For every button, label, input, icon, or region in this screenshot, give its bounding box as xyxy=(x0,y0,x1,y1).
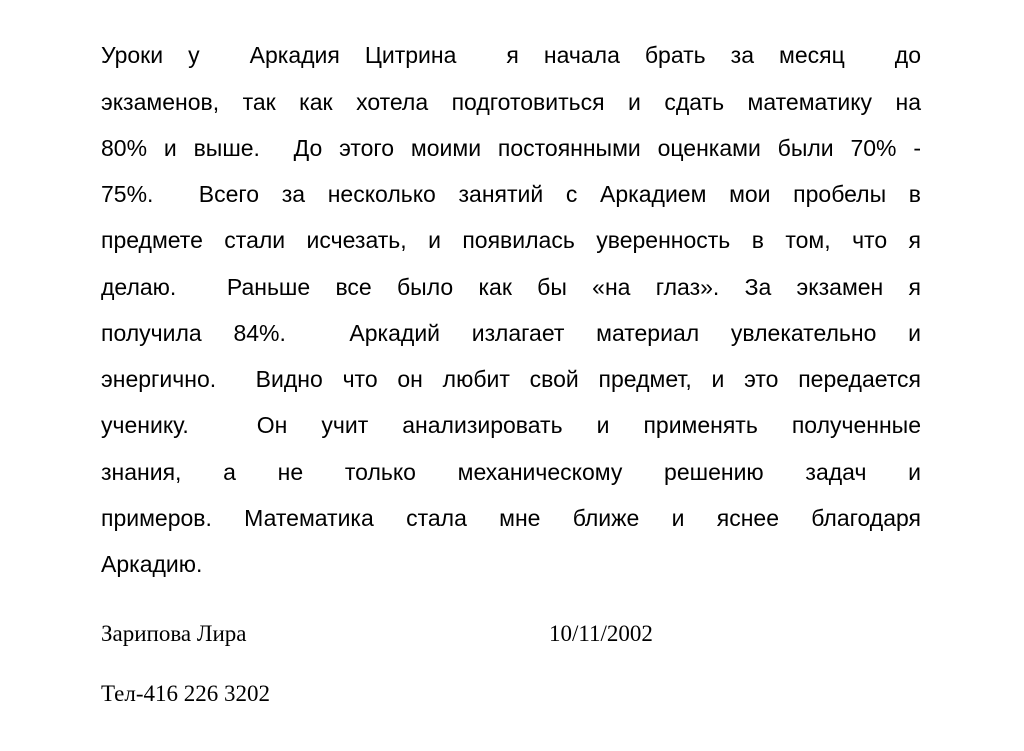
letter-line: Уроки у Аркадия Цитрина я начала брать за месяц до xyxy=(101,42,921,68)
letter-line: экзаменов, так как хотела подготовиться и сдать математику на xyxy=(101,89,921,115)
letter-line: знания, а не только механическому решению задач и xyxy=(101,459,921,485)
letter-line: предмете стали исчезать, и появилась уверенность в том, что я xyxy=(101,227,921,253)
letter-line: энергично. Видно что он любит свой предмет, и это передается xyxy=(101,366,921,392)
letter-line: Аркадию. xyxy=(101,551,203,577)
signature-phone: Тел-416 226 3202 xyxy=(101,681,271,706)
letter-line: 80% и выше. До этого моими постоянными оценками были 70% - xyxy=(101,135,921,161)
letter-line: делаю. Раньше все было как бы «на глаз». За экзамен я xyxy=(101,274,921,300)
signature-name: Зарипова Лира xyxy=(101,621,247,646)
letter-line: получила 84%. Аркадий излагает материал увлекательно и xyxy=(101,320,921,346)
letter-line: 75%. Всего за несколько занятий с Аркадием мои пробелы в xyxy=(101,181,921,207)
signature-date: 10/11/2002 xyxy=(549,621,653,646)
letter-line: примеров. Математика стала мне ближе и яснее благодаря xyxy=(101,505,921,531)
letter-line: ученику. Он учит анализировать и применять полученные xyxy=(101,412,921,438)
